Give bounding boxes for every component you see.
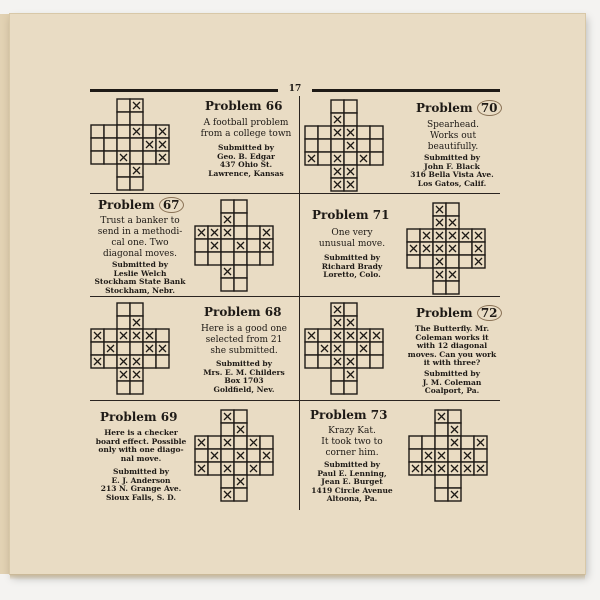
submitter-address: Box 1703 bbox=[224, 376, 264, 386]
board-square-empty bbox=[370, 152, 383, 165]
submitted-by-label: Submitted by bbox=[112, 467, 170, 476]
problem-70-submitter bbox=[400, 154, 504, 188]
problem-70-board bbox=[304, 99, 384, 192]
board-square-empty bbox=[91, 125, 104, 138]
board-grid bbox=[90, 302, 170, 395]
board-grid bbox=[194, 199, 274, 292]
problem-69-desc-line: board effect. Possible bbox=[95, 436, 187, 446]
board-square-empty bbox=[435, 475, 448, 488]
submitter-name: Leslie Welch bbox=[113, 268, 167, 278]
submitted-by-label: Submitted by bbox=[217, 143, 275, 152]
board-square-empty bbox=[247, 252, 260, 265]
board-square-empty bbox=[130, 381, 143, 394]
board-square-empty bbox=[117, 112, 130, 125]
board-square-empty bbox=[117, 342, 130, 355]
submitted-by-label: Submitted by bbox=[323, 460, 381, 469]
problem-73-description bbox=[300, 426, 404, 459]
board-square-empty bbox=[104, 125, 117, 138]
problem-71-board bbox=[406, 202, 486, 295]
submitter-address: 316 Bella Vista Ave. bbox=[410, 170, 494, 180]
board-square-empty bbox=[91, 151, 104, 164]
problem-66-submitter bbox=[190, 144, 302, 178]
problem-68-desc-line: she submitted. bbox=[210, 346, 278, 356]
board-grid bbox=[90, 98, 170, 191]
board-square-empty bbox=[247, 449, 260, 462]
problem-73-desc-line: Krazy Kat. bbox=[328, 426, 376, 436]
board-square-empty bbox=[234, 488, 247, 501]
problem-72-board bbox=[304, 302, 384, 395]
submitted-by-label: Submitted by bbox=[423, 369, 481, 378]
board-square-empty bbox=[156, 355, 169, 368]
problem-66-title-text: Problem 66 bbox=[205, 99, 283, 113]
submitter-city: Lawrence, Kansas bbox=[208, 168, 284, 178]
problem-69-board bbox=[194, 409, 274, 502]
problem-70-desc-line: beautifully. bbox=[427, 142, 479, 152]
problem-72-desc-line: Coleman works it bbox=[415, 332, 489, 342]
board-square-empty bbox=[195, 449, 208, 462]
board-square-empty bbox=[234, 410, 247, 423]
board-square-empty bbox=[104, 151, 117, 164]
board-grid bbox=[304, 99, 384, 192]
problem-71-title-text: Problem 71 bbox=[312, 208, 390, 222]
board-square-empty bbox=[344, 342, 357, 355]
problem-73-cell bbox=[300, 401, 500, 510]
board-square-empty bbox=[104, 329, 117, 342]
board-square-empty bbox=[344, 113, 357, 126]
board-square-empty bbox=[260, 252, 273, 265]
board-square-empty bbox=[260, 462, 273, 475]
board-square-empty bbox=[318, 152, 331, 165]
board-square-empty bbox=[221, 239, 234, 252]
problem-69-submitter bbox=[88, 468, 194, 502]
board-square-empty bbox=[435, 423, 448, 436]
problem-66-title bbox=[205, 99, 283, 113]
submitter-city: Loretto, Colo. bbox=[323, 270, 381, 280]
submitter-address: 1419 Circle Avenue bbox=[311, 485, 393, 495]
header-rule-left bbox=[90, 89, 278, 92]
problem-68-description bbox=[188, 324, 300, 357]
board-square-empty bbox=[446, 281, 459, 294]
problem-67-desc-line: diagonal moves. bbox=[103, 249, 177, 259]
board-square-empty bbox=[459, 255, 472, 268]
board-square-empty bbox=[357, 126, 370, 139]
board-square-empty bbox=[117, 138, 130, 151]
problem-67-board bbox=[194, 199, 274, 292]
board-square-empty bbox=[221, 200, 234, 213]
page-shadow bbox=[10, 574, 585, 580]
problem-73-title bbox=[310, 408, 388, 422]
board-square-empty bbox=[221, 475, 234, 488]
problem-72-title bbox=[416, 305, 502, 321]
submitter-address: 213 N. Grange Ave. bbox=[100, 484, 182, 494]
board-square-empty bbox=[234, 462, 247, 475]
board-square-empty bbox=[130, 138, 143, 151]
problem-67-title-text: Problem bbox=[98, 198, 155, 212]
board-square-empty bbox=[208, 436, 221, 449]
submitter-name: J. M. Coleman bbox=[422, 377, 482, 387]
submitter-address: 437 Ohio St. bbox=[219, 160, 273, 170]
board-square-empty bbox=[195, 239, 208, 252]
board-square-empty bbox=[234, 226, 247, 239]
board-square-empty bbox=[446, 203, 459, 216]
problem-73-desc-line: It took two to bbox=[321, 437, 383, 447]
submitter-name: Paul E. Lenning, bbox=[317, 468, 387, 478]
board-square-empty bbox=[318, 126, 331, 139]
problem-67-desc-line: Trust a banker to bbox=[100, 216, 180, 226]
board-square-empty bbox=[344, 303, 357, 316]
problem-69-desc-line: Here is a checker bbox=[104, 428, 178, 437]
board-square-empty bbox=[221, 449, 234, 462]
problem-69-description bbox=[88, 429, 194, 463]
problem-69-desc-line: nal move. bbox=[120, 453, 162, 463]
board-square-empty bbox=[448, 449, 461, 462]
board-square-empty bbox=[208, 252, 221, 265]
problem-71-cell bbox=[300, 194, 500, 296]
submitted-by-label: Submitted by bbox=[111, 260, 169, 269]
board-square-empty bbox=[143, 355, 156, 368]
problem-69-title-text: Problem 69 bbox=[100, 410, 178, 424]
board-square-empty bbox=[305, 355, 318, 368]
problem-73-submitter bbox=[300, 461, 404, 504]
board-square-empty bbox=[331, 100, 344, 113]
submitted-by-label: Submitted by bbox=[215, 359, 273, 368]
submitter-city: Coalport, Pa. bbox=[424, 386, 480, 396]
board-square-empty bbox=[370, 139, 383, 152]
problem-66-cell bbox=[90, 96, 299, 193]
problem-68-board bbox=[90, 302, 170, 395]
board-square-empty bbox=[234, 278, 247, 291]
problem-71-desc-line: unusual move. bbox=[318, 239, 386, 249]
board-square-empty bbox=[357, 355, 370, 368]
problem-67-cell bbox=[90, 194, 299, 296]
submitter-city: Goldfield, Nev. bbox=[213, 384, 275, 394]
problem-71-description bbox=[302, 228, 402, 250]
board-square-empty bbox=[331, 381, 344, 394]
submitter-address: Stockham State Bank bbox=[94, 277, 186, 287]
problem-67-title bbox=[98, 197, 184, 213]
board-square-empty bbox=[435, 488, 448, 501]
problem-68-title bbox=[204, 305, 282, 319]
board-square-empty bbox=[247, 239, 260, 252]
board-square-empty bbox=[143, 151, 156, 164]
board-square-empty bbox=[331, 368, 344, 381]
submitted-by-label: Submitted by bbox=[323, 253, 381, 262]
board-square-empty bbox=[370, 342, 383, 355]
board-square-empty bbox=[117, 177, 130, 190]
header-rule-right bbox=[312, 89, 500, 92]
problem-72-desc-line: moves. Can you work bbox=[407, 349, 497, 359]
circled-number: 70 bbox=[477, 100, 502, 116]
board-square-empty bbox=[305, 342, 318, 355]
board-square-empty bbox=[331, 139, 344, 152]
board-square-empty bbox=[446, 255, 459, 268]
problem-72-desc-line: it with three? bbox=[423, 358, 481, 368]
problem-68-cell bbox=[90, 297, 299, 400]
board-square-empty bbox=[117, 316, 130, 329]
board-square-empty bbox=[234, 200, 247, 213]
problem-66-desc-line: from a college town bbox=[200, 129, 292, 139]
circled-number: 67 bbox=[159, 197, 184, 213]
board-square-empty bbox=[409, 436, 422, 449]
circled-number: 72 bbox=[477, 305, 502, 321]
board-square-empty bbox=[91, 342, 104, 355]
submitter-name: Jean E. Burget bbox=[321, 477, 383, 487]
board-square-empty bbox=[459, 242, 472, 255]
submitter-city: Sioux Falls, S. D. bbox=[106, 492, 176, 502]
board-square-empty bbox=[344, 100, 357, 113]
board-square-empty bbox=[318, 139, 331, 152]
problem-69-cell bbox=[90, 401, 299, 510]
board-grid bbox=[194, 409, 274, 502]
board-square-empty bbox=[234, 436, 247, 449]
board-square-empty bbox=[433, 281, 446, 294]
problem-68-title-text: Problem 68 bbox=[204, 305, 282, 319]
board-square-empty bbox=[156, 329, 169, 342]
board-square-empty bbox=[221, 252, 234, 265]
problem-71-desc-line: One very bbox=[331, 228, 373, 238]
board-square-empty bbox=[305, 126, 318, 139]
board-square-empty bbox=[474, 449, 487, 462]
board-square-empty bbox=[234, 265, 247, 278]
problem-70-title bbox=[416, 100, 502, 116]
board-square-empty bbox=[318, 329, 331, 342]
board-grid bbox=[304, 302, 384, 395]
board-square-empty bbox=[435, 436, 448, 449]
submitter-name: John F. Black bbox=[424, 161, 480, 171]
board-square-empty bbox=[420, 255, 433, 268]
problem-68-desc-line: Here is a good one bbox=[200, 324, 287, 334]
board-square-empty bbox=[208, 462, 221, 475]
problem-72-cell bbox=[300, 297, 500, 400]
problem-70-description bbox=[408, 120, 498, 153]
board-square-empty bbox=[221, 423, 234, 436]
problem-70-desc-line: Works out bbox=[429, 131, 477, 141]
problem-71-title bbox=[312, 208, 390, 222]
board-square-empty bbox=[370, 355, 383, 368]
submitter-name: Mrs. E. M. Childers bbox=[203, 367, 285, 377]
board-square-empty bbox=[91, 138, 104, 151]
board-square-empty bbox=[221, 278, 234, 291]
board-square-empty bbox=[117, 99, 130, 112]
board-square-empty bbox=[407, 229, 420, 242]
problem-73-desc-line: corner him. bbox=[325, 448, 379, 458]
problem-68-desc-line: selected from 21 bbox=[205, 335, 283, 345]
submitter-city: Altoona, Pa. bbox=[326, 494, 378, 504]
board-square-empty bbox=[130, 112, 143, 125]
board-square-empty bbox=[130, 303, 143, 316]
problem-71-submitter bbox=[302, 254, 402, 280]
problem-68-submitter bbox=[188, 360, 300, 394]
board-square-empty bbox=[461, 436, 474, 449]
board-square-empty bbox=[318, 355, 331, 368]
board-square-empty bbox=[448, 475, 461, 488]
board-square-empty bbox=[370, 126, 383, 139]
problem-69-desc-line: only with one diago- bbox=[98, 445, 184, 455]
board-square-empty bbox=[130, 151, 143, 164]
problem-66-board bbox=[90, 98, 170, 191]
board-grid bbox=[408, 409, 488, 502]
board-square-empty bbox=[305, 139, 318, 152]
board-square-empty bbox=[422, 436, 435, 449]
problem-67-description bbox=[90, 216, 190, 260]
board-square-empty bbox=[448, 410, 461, 423]
page-number: 17 bbox=[288, 84, 302, 94]
board-square-empty bbox=[117, 125, 130, 138]
board-square-empty bbox=[407, 255, 420, 268]
problem-72-description bbox=[400, 325, 504, 368]
problem-73-title-text: Problem 73 bbox=[310, 408, 388, 422]
problem-72-title-text: Problem bbox=[416, 306, 473, 320]
board-square-empty bbox=[117, 303, 130, 316]
board-square-empty bbox=[117, 381, 130, 394]
board-square-empty bbox=[117, 164, 130, 177]
submitter-city: Stockham, Nebr. bbox=[105, 285, 175, 295]
board-square-empty bbox=[130, 342, 143, 355]
board-square-empty bbox=[195, 252, 208, 265]
board-square-empty bbox=[247, 226, 260, 239]
problem-70-title-text: Problem bbox=[416, 101, 473, 115]
board-square-empty bbox=[104, 355, 117, 368]
board-square-empty bbox=[260, 436, 273, 449]
board-square-empty bbox=[344, 381, 357, 394]
board-square-empty bbox=[234, 213, 247, 226]
problem-69-title bbox=[100, 410, 178, 424]
page-header bbox=[90, 86, 500, 96]
submitter-name: Geo. B. Edgar bbox=[217, 151, 275, 161]
board-square-empty bbox=[130, 177, 143, 190]
problem-72-desc-line: with 12 diagonal bbox=[416, 341, 488, 351]
board-square-empty bbox=[104, 138, 117, 151]
board-square-empty bbox=[357, 139, 370, 152]
submitter-name: Richard Brady bbox=[321, 261, 383, 271]
board-square-empty bbox=[409, 449, 422, 462]
problem-70-desc-line: Spearhead. bbox=[426, 120, 480, 130]
problem-73-board bbox=[408, 409, 488, 502]
submitter-name: E. J. Anderson bbox=[111, 475, 171, 485]
board-grid bbox=[406, 202, 486, 295]
problem-66-description bbox=[190, 118, 302, 140]
problem-72-desc-line: The Butterfly. Mr. bbox=[414, 324, 490, 333]
problem-70-cell bbox=[300, 96, 500, 193]
board-square-empty bbox=[234, 252, 247, 265]
problem-67-submitter bbox=[88, 261, 192, 295]
problem-67-desc-line: send in a methodi- bbox=[97, 227, 183, 237]
submitter-city: Los Gatos, Calif. bbox=[417, 178, 487, 188]
board-square-empty bbox=[344, 152, 357, 165]
problem-67-desc-line: cal one. Two bbox=[111, 238, 169, 248]
board-square-empty bbox=[143, 125, 156, 138]
submitted-by-label: Submitted by bbox=[423, 153, 481, 162]
problem-66-desc-line: A football problem bbox=[203, 118, 289, 128]
problem-72-submitter bbox=[400, 370, 504, 396]
